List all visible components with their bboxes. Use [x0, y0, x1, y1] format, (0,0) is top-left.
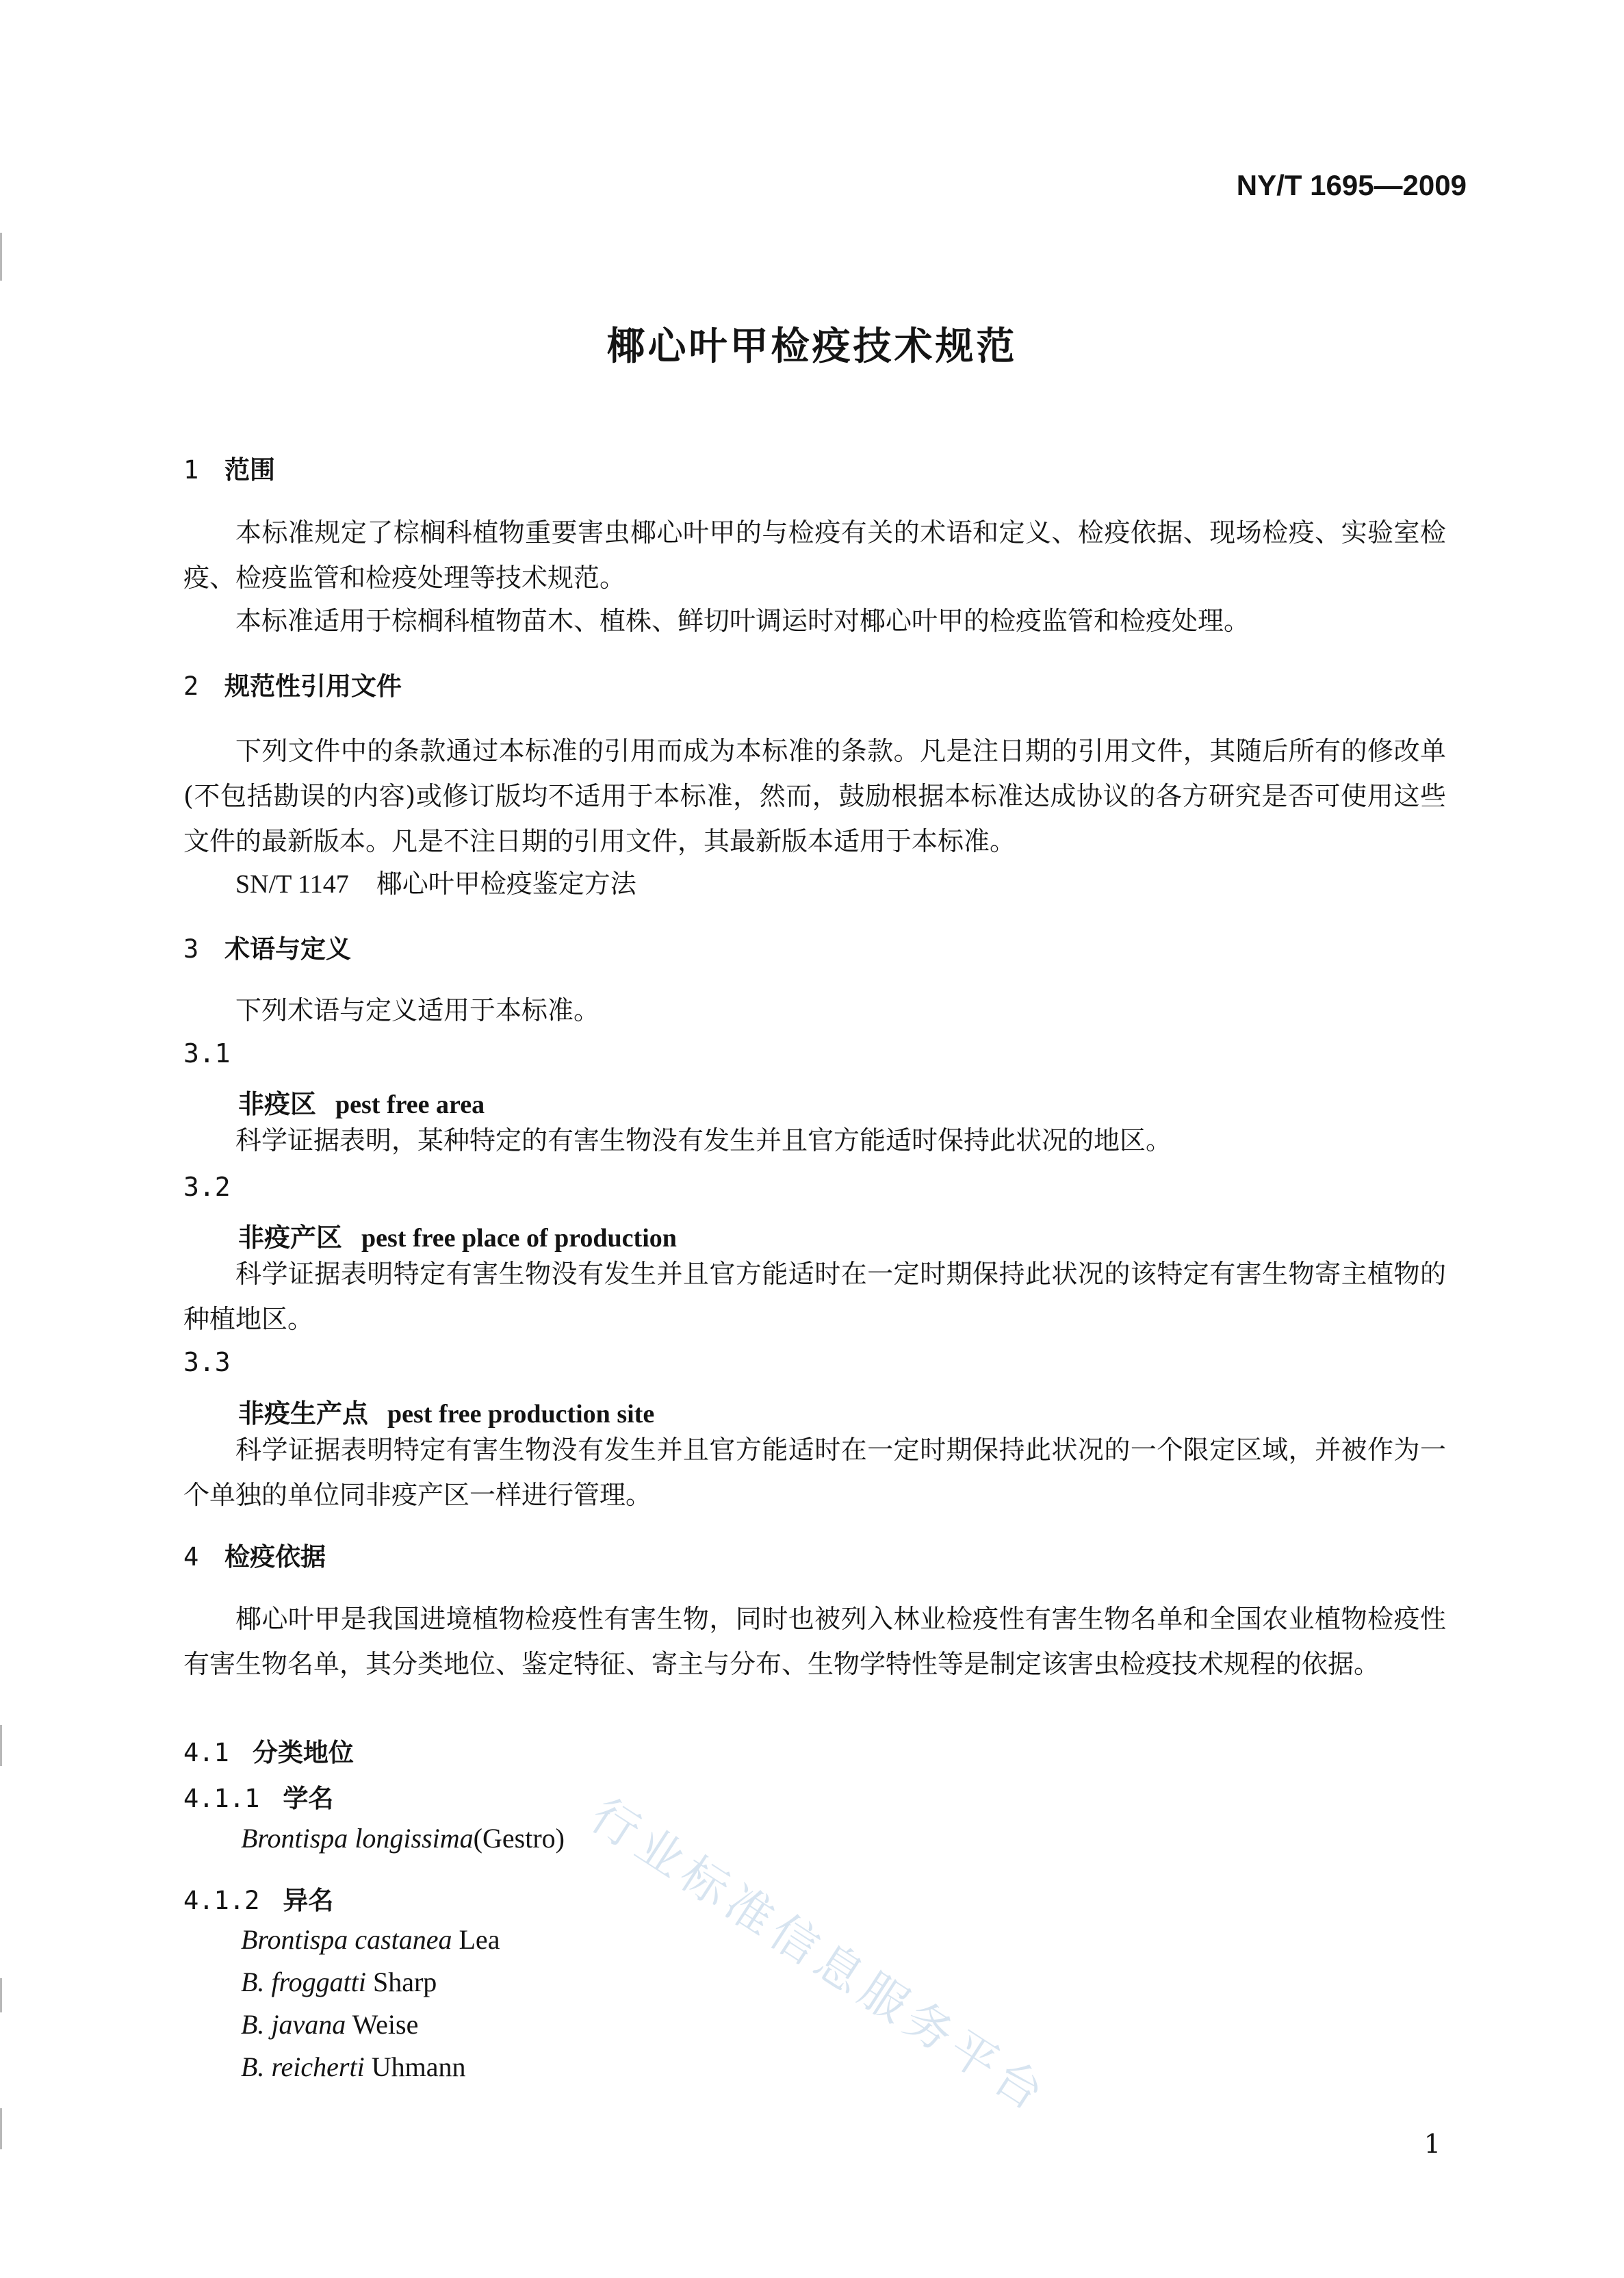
section-number: 4	[183, 1542, 199, 1572]
synonym	[241, 2051, 465, 2083]
term-heading	[238, 1392, 654, 1430]
subsection-number: 4.1	[183, 1738, 229, 1767]
document-title: 椰心叶甲检疫技术规范	[606, 324, 1018, 369]
author: Uhmann	[371, 2051, 466, 2082]
subsection-title: 分类地位	[252, 1738, 354, 1767]
genus: B.	[241, 1967, 265, 1997]
page-number: 1	[1423, 2129, 1441, 2159]
scan-edge-mark	[0, 1725, 2, 1766]
genus: Brontispa	[241, 1823, 348, 1854]
author: Sharp	[372, 1967, 437, 1997]
genus: B.	[241, 2051, 265, 2082]
section-title: 规范性引用文件	[224, 671, 402, 701]
scan-edge-mark	[0, 233, 2, 281]
term-heading	[238, 1216, 677, 1254]
subsection-4-1-heading	[183, 1732, 354, 1769]
subsection-number: 4.1.2	[183, 1886, 260, 1915]
section-2-paragraph-1: 下列文件中的条款通过本标准的引用而成为本标准的条款。凡是注日期的引用文件，其随后所有的修改单(不包括勘误的内容)或修订版均不适用于本标准，然而，鼓励根据本标准达成协议的各方研究是否可使用这些文件的最新版本。凡是不注日期的引用文件，其最新版本适用于本标准。	[183, 736, 1446, 856]
subsection-number: 4.1.1	[183, 1784, 260, 1813]
genus: B.	[241, 2009, 265, 2040]
species: castanea	[355, 1924, 452, 1955]
term-en: pest free area	[335, 1090, 485, 1119]
term-zh: 非疫产区	[238, 1223, 343, 1253]
standard-number: NY/T 1695—2009	[1236, 169, 1467, 201]
species: longissima	[355, 1823, 474, 1854]
synonym	[241, 1923, 500, 1956]
term-en: pest free place of production	[361, 1224, 677, 1253]
reference-code: SN/T 1147	[235, 870, 349, 899]
section-number: 2	[183, 671, 199, 701]
species: froggatti	[271, 1967, 366, 1997]
subsection-title: 异名	[283, 1886, 334, 1915]
term-definition: 科学证据表明，某种特定的有害生物没有发生并且官方能适时保持此状况的地区。	[235, 1125, 1172, 1155]
term-zh: 非疫生产点	[238, 1398, 369, 1429]
scan-edge-mark	[0, 2108, 2, 2149]
term-definition: 科学证据表明特定有害生物没有发生并且官方能适时在一定时期保持此状况的一个限定区域，并被作为一个单独的单位同非疫产区一样进行管理。	[183, 1435, 1446, 1510]
species: reicherti	[271, 2051, 365, 2082]
subsection-4-1-1-heading	[183, 1778, 333, 1815]
section-number: 1	[183, 455, 199, 485]
author: Lea	[459, 1924, 500, 1955]
genus: Brontispa	[241, 1924, 348, 1955]
term-number: 3.3	[183, 1347, 231, 1377]
term-zh: 非疫区	[238, 1089, 317, 1119]
section-number: 3	[183, 934, 199, 964]
section-1-heading	[183, 449, 275, 486]
section-4-heading	[183, 1536, 326, 1573]
synonym	[241, 2008, 418, 2040]
section-1-paragraph-1: 本标准规定了棕榈科植物重要害虫椰心叶甲的与检疫有关的术语和定义、检疫依据、现场检疫、实验室检疫、检疫监管和检疫处理等技术规范。	[183, 517, 1446, 593]
section-title: 范围	[224, 455, 275, 485]
species: javana	[271, 2009, 346, 2040]
term-number: 3.2	[183, 1172, 231, 1202]
author: Weise	[352, 2009, 419, 2040]
term-en: pest free production site	[387, 1400, 655, 1429]
subsection-4-1-2-heading	[183, 1880, 333, 1917]
section-2-heading	[183, 665, 402, 702]
section-3-intro: 下列术语与定义适用于本标准。	[235, 995, 600, 1025]
scientific-name	[241, 1822, 565, 1854]
section-title: 检疫依据	[224, 1542, 326, 1572]
section-3-heading	[183, 928, 351, 965]
author: (Gestro)	[473, 1823, 565, 1854]
term-heading	[238, 1083, 485, 1121]
reference-title: 椰心叶甲检疫鉴定方法	[376, 869, 636, 899]
term-number: 3.1	[183, 1038, 231, 1068]
section-4-paragraph-1: 椰心叶甲是我国进境植物检疫性有害生物，同时也被列入林业检疫性有害生物名单和全国农业植物检疫性有害生物名单，其分类地位、鉴定特征、寄主与分布、生物学特性等是制定该害虫检疫技术规程的依据。	[183, 1604, 1446, 1679]
term-definition: 科学证据表明特定有害生物没有发生并且官方能适时在一定时期保持此状况的该特定有害生物寄主植物的种植地区。	[183, 1259, 1446, 1334]
watermark: 行业标准信息服务平台	[580, 1788, 1059, 2125]
normative-reference	[235, 862, 636, 900]
subsection-title: 学名	[283, 1784, 334, 1813]
section-1-paragraph-2: 本标准适用于棕榈科植物苗木、植株、鲜切叶调运时对椰心叶甲的检疫监管和检疫处理。	[235, 606, 1250, 636]
section-title: 术语与定义	[224, 934, 351, 964]
synonym	[241, 1966, 437, 1998]
scan-edge-mark	[0, 1978, 2, 2012]
